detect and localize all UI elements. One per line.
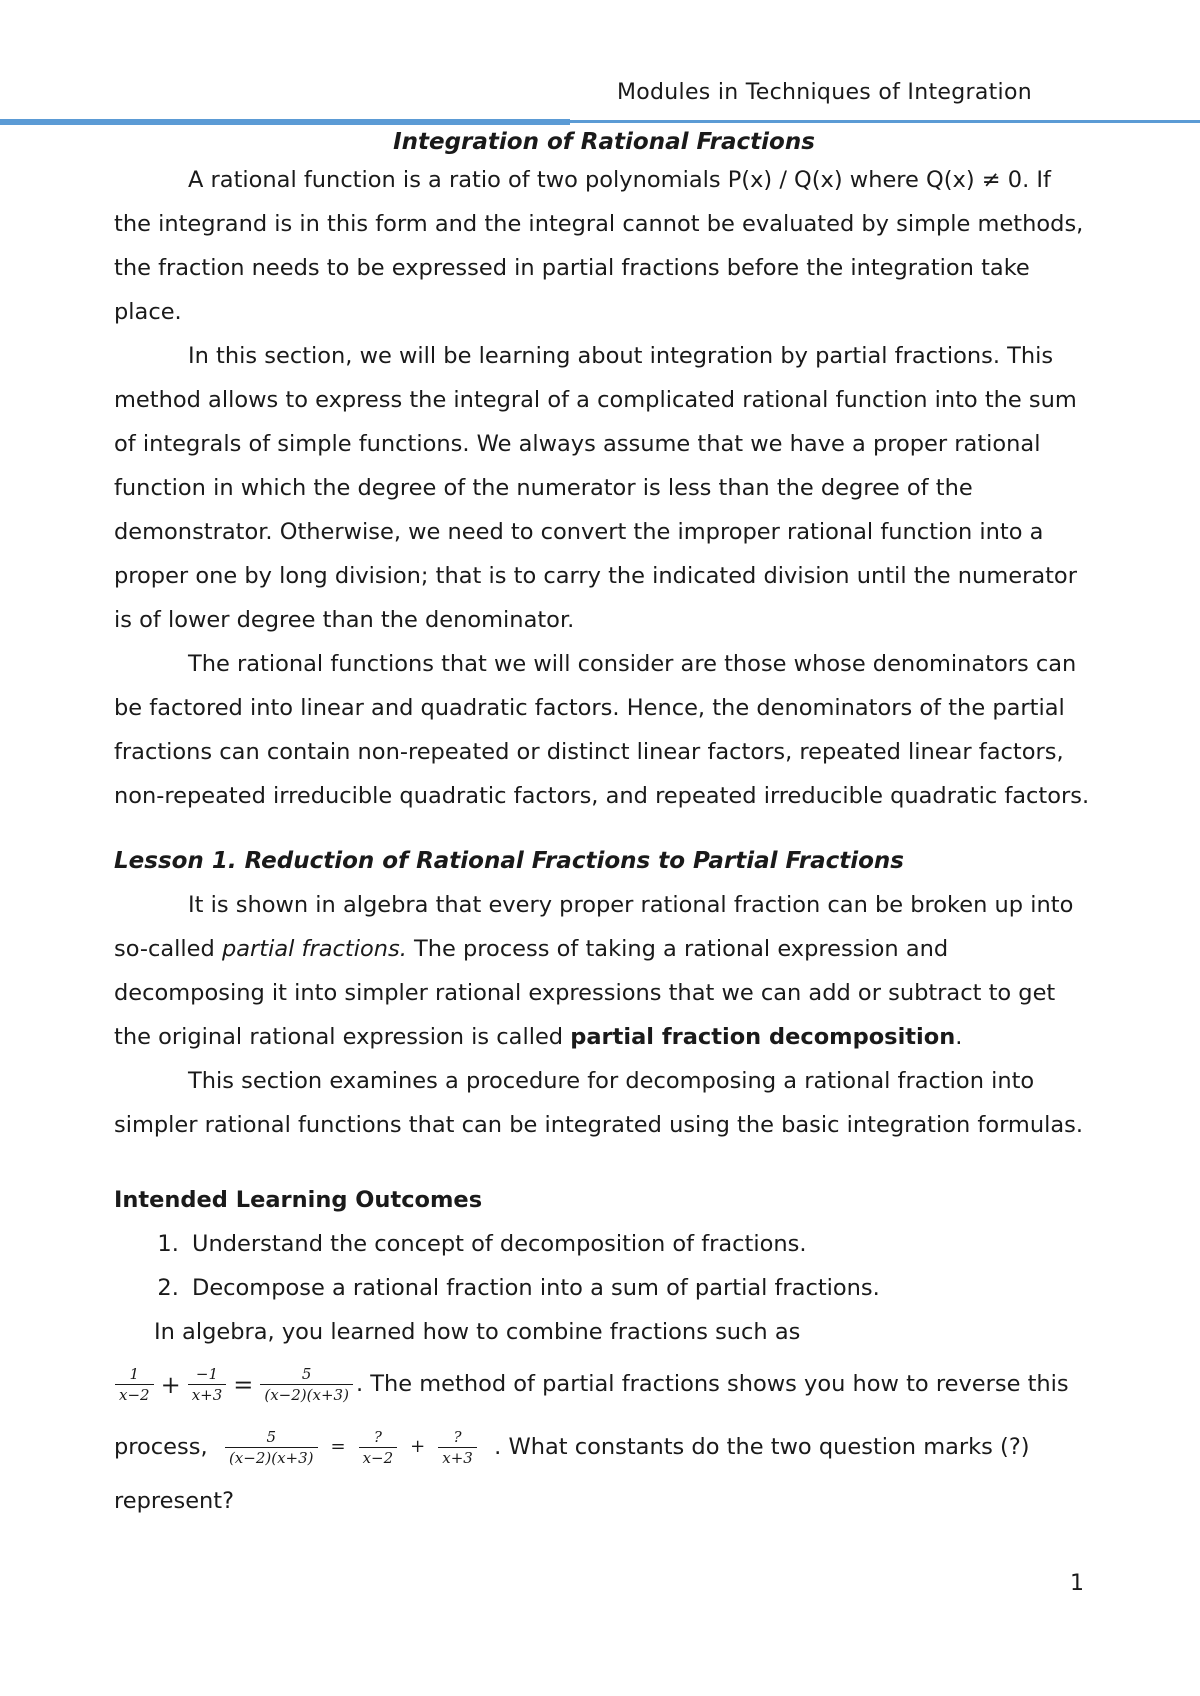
algebra-last-line: represent?	[114, 1488, 235, 1514]
fraction-numerator: 5	[225, 1427, 318, 1448]
intro-paragraph-2: In this section, we will be learning about integration by partial fractions. This method allows to express the integral of a complicated rational function into the sum of integrals of simple functions. We always assume that we have a proper rational function in which the degree of the numerator is less than the degree of the demonstrator. Otherwise, we need to convert the improper rational function into a proper one by long division; that is to carry the indicated division until the numerator is of lower degree than the denominator.	[114, 343, 1077, 633]
fraction	[225, 1427, 318, 1468]
document-body	[114, 120, 1094, 1523]
fraction-numerator: ?	[438, 1427, 477, 1448]
fraction-numerator: ?	[359, 1427, 398, 1448]
fraction	[260, 1364, 353, 1405]
equation-process-line	[114, 1415, 1094, 1480]
algebra-intro: In algebra, you learned how to combine fractions such as	[154, 1319, 801, 1345]
intro-paragraph-3: The rational functions that we will consider are those whose denominators can be factored into linear and quadratic factors. Hence, the denominators of the partial fractions can contain non-repeated or distinct linear factors, repeated linear factors, non-repeated irreducible quadratic factors, and repeated irreducible quadratic factors.	[114, 651, 1090, 809]
plus-sign: +	[410, 1436, 426, 1457]
lesson-paragraph-2: This section examines a procedure for decomposing a rational fraction into simpler rational functions that can be integrated using the basic integration formulas.	[114, 1068, 1084, 1138]
fraction-denominator: (x−2)(x+3)	[228, 1448, 314, 1467]
running-header: Modules in Techniques of Integration	[617, 80, 1032, 105]
decomposition-term: partial fraction decomposition	[570, 1024, 956, 1050]
fraction	[438, 1427, 477, 1468]
section-title: Integration of Rational Fractions	[393, 129, 815, 155]
fraction-denominator: x−2	[119, 1386, 150, 1404]
question-text: . What constants do the two question marks (?)	[494, 1433, 1030, 1460]
lesson-p1-end: .	[955, 1024, 963, 1050]
fraction-denominator: x+3	[442, 1448, 473, 1467]
ilo-item: 2. Decompose a rational fraction into a sum of partial fractions.	[186, 1266, 1094, 1310]
fraction	[188, 1364, 227, 1405]
fraction-denominator: x−2	[362, 1448, 394, 1467]
process-label: process,	[114, 1433, 208, 1460]
fraction-denominator: x+3	[191, 1386, 223, 1404]
equals-sign: =	[233, 1370, 254, 1399]
plus-sign: +	[160, 1370, 181, 1399]
equals-sign: =	[330, 1436, 346, 1457]
fraction	[359, 1427, 398, 1468]
ilo-heading: Intended Learning Outcomes	[114, 1187, 483, 1213]
equation-combine-line	[112, 1354, 1094, 1415]
fraction	[115, 1364, 154, 1405]
equation-trailing-text: . The method of partial fractions shows you how to reverse this	[355, 1371, 1069, 1397]
page-number: 1	[1070, 1571, 1084, 1596]
fraction-denominator: (x−2)(x+3)	[264, 1386, 349, 1404]
lesson-title: Lesson 1. Reduction of Rational Fractions to Partial Fractions	[114, 848, 904, 874]
fraction-numerator: 1	[115, 1364, 154, 1385]
lesson-p1-text-a: It is shown in algebra that every proper rational fraction can be broken up into so-called	[114, 892, 1074, 962]
ilo-item: 1. Understand the concept of decomposition of fractions.	[186, 1222, 1094, 1266]
lesson-paragraph-1	[114, 883, 1094, 1059]
intro-paragraph-1: A rational function is a ratio of two polynomials P(x) / Q(x) where Q(x) ≠ 0. If the integrand is in this form and the integral cannot be evaluated by simple methods, the fraction needs to be expressed in partial fractions before the integration take place.	[114, 167, 1084, 325]
ilo-list	[114, 1222, 1094, 1310]
partial-fractions-term: partial fractions.	[221, 936, 407, 962]
lesson-p1-text-b: The process of taking a rational expression and decomposing it into simpler rational expressions that we can add or subtract to get the original rational expression is called	[114, 936, 1056, 1050]
fraction-numerator: 5	[260, 1364, 353, 1385]
fraction-numerator: −1	[188, 1364, 227, 1385]
